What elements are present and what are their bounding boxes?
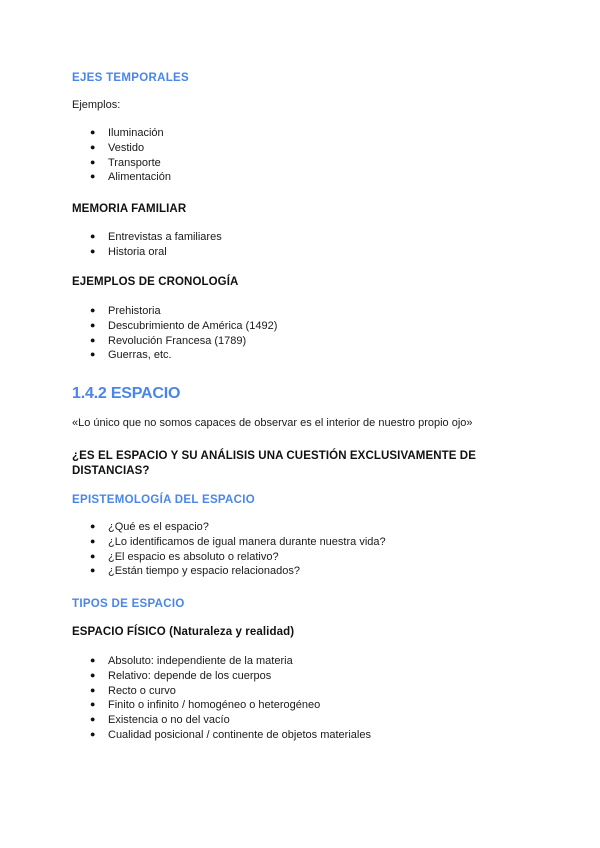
question-heading-line1: ¿ES EL ESPACIO Y SU ANÁLISIS UNA CUESTIÓN EXCLUSIVAMENTE DE [72, 450, 476, 462]
bullet-icon: ● [90, 699, 96, 710]
list-item: ● Revolución Francesa (1789) [90, 334, 247, 347]
bullet-icon: ● [90, 550, 96, 561]
section-title-ejes-temporales: EJES TEMPORALES [72, 72, 189, 84]
bullet-icon: ● [90, 231, 96, 241]
list-item: ● Guerras, etc. [90, 349, 172, 362]
section-heading-espacio: 1.4.2 ESPACIO [72, 385, 181, 402]
bullet-icon: ● [90, 521, 96, 531]
bullet-icon: ● [90, 684, 96, 695]
bullet-icon: ● [90, 565, 96, 576]
section-title-cronologia: EJEMPLOS DE CRONOLOGÍA [72, 276, 239, 288]
bullet-icon: ● [90, 319, 96, 330]
list-item: ● Existencia o no del vacío [90, 714, 230, 727]
memoria-list [90, 229, 222, 259]
list-item: ● Entrevistas a familiares [90, 231, 222, 243]
list-item: ● ¿El espacio es absoluto o relativo? [90, 550, 279, 563]
list-item: ● Transporte [90, 156, 161, 169]
bullet-icon: ● [90, 669, 96, 680]
bullet-icon: ● [90, 156, 96, 167]
section-title-memoria-familiar: MEMORIA FAMILIAR [72, 203, 187, 215]
list-item: ● Recto o curvo [90, 684, 176, 697]
bullet-icon: ● [90, 728, 96, 739]
list-item: ● ¿Qué es el espacio? [90, 521, 209, 533]
examples-label: Ejemplos: [72, 99, 121, 111]
epistemologia-list [90, 519, 386, 578]
bullet-icon: ● [90, 655, 96, 665]
list-item: ● ¿Están tiempo y espacio relacionados? [90, 565, 300, 578]
list-item: ● Cualidad posicional / continente de objetos materiales [90, 728, 371, 741]
bullet-icon: ● [90, 535, 96, 546]
list-item: ● ¿Lo identificamos de igual manera durante nuestra vida? [90, 535, 386, 548]
subsection-title-espacio-fisico: ESPACIO FÍSICO (Naturaleza y realidad) [72, 626, 295, 638]
list-item: ● Finito o infinito / homogéneo o heterogéneo [90, 699, 321, 712]
list-item: ● Relativo: depende de los cuerpos [90, 669, 272, 682]
bullet-icon: ● [90, 334, 96, 345]
bullet-icon: ● [90, 305, 96, 315]
list-item: ● Prehistoria [90, 305, 161, 317]
quote: «Lo único que no somos capaces de observar es el interior de nuestro propio ojo» [72, 417, 473, 429]
list-item: ● Descubrimiento de América (1492) [90, 319, 278, 332]
bullet-icon: ● [90, 714, 96, 725]
list-item: ● Alimentación [90, 171, 171, 184]
tipos-list [90, 653, 371, 742]
section-title-tipos: TIPOS DE ESPACIO [72, 598, 185, 610]
bullet-icon: ● [90, 245, 96, 256]
bullet-icon: ● [90, 141, 96, 152]
list-item: ● Absoluto: independiente de la materia [90, 655, 293, 667]
question-heading-line2: DISTANCIAS? [72, 465, 150, 477]
list-item: ● Vestido [90, 141, 145, 154]
cronologia-list [90, 303, 277, 362]
list-item: ● Historia oral [90, 245, 167, 258]
section-title-epistemologia: EPISTEMOLOGÍA DEL ESPACIO [72, 494, 256, 506]
bullet-icon: ● [90, 349, 96, 360]
list-item: ● Iluminación [90, 127, 164, 139]
ejes-list [90, 125, 171, 184]
bullet-icon: ● [90, 171, 96, 182]
bullet-icon: ● [90, 127, 96, 137]
